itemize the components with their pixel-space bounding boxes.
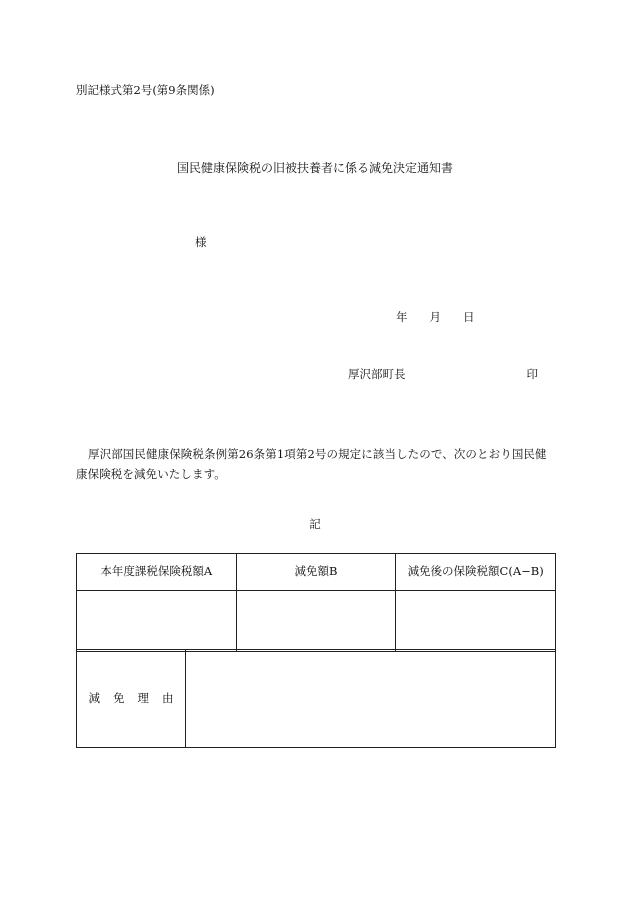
seal-mark: 印 bbox=[526, 367, 538, 381]
body-paragraph: 厚沢部国民健康保険税条例第26条第1項第2号の規定に該当したので、次のとおり国民健康保険税を減免いたします。 bbox=[76, 447, 547, 481]
amounts-value-row bbox=[77, 591, 556, 652]
issuer-line bbox=[348, 369, 538, 381]
value-tax-after-reduction-c bbox=[396, 591, 556, 652]
amounts-table bbox=[76, 553, 556, 652]
document-title: 国民健康保険税の旧被扶養者に係る減免決定通知書 bbox=[176, 161, 453, 175]
header-tax-amount-a: 本年度課税保険税額A bbox=[77, 554, 237, 591]
addressee-honorific: 様 bbox=[195, 235, 207, 249]
date-day-label: 日 bbox=[463, 310, 475, 324]
header-reduction-amount-b: 減免額B bbox=[236, 554, 396, 591]
reason-value-cell bbox=[186, 650, 556, 748]
value-tax-amount-a bbox=[77, 591, 237, 652]
date-month-label: 月 bbox=[429, 310, 441, 324]
reason-label: 減免理由 bbox=[88, 690, 187, 705]
amounts-header-row bbox=[77, 554, 556, 591]
date-year-label: 年 bbox=[396, 310, 408, 324]
reason-label-cell bbox=[77, 650, 186, 748]
issuer-name: 厚沢部町長 bbox=[348, 367, 406, 381]
reason-row bbox=[77, 650, 556, 748]
date-line bbox=[396, 312, 475, 324]
ki-heading: 記 bbox=[309, 517, 321, 531]
header-tax-after-reduction-c: 減免後の保険税額C(A−B) bbox=[396, 554, 556, 591]
value-reduction-amount-b bbox=[236, 591, 396, 652]
reason-table bbox=[76, 649, 556, 748]
form-number: 別記様式第2号(第9条関係) bbox=[76, 83, 215, 97]
